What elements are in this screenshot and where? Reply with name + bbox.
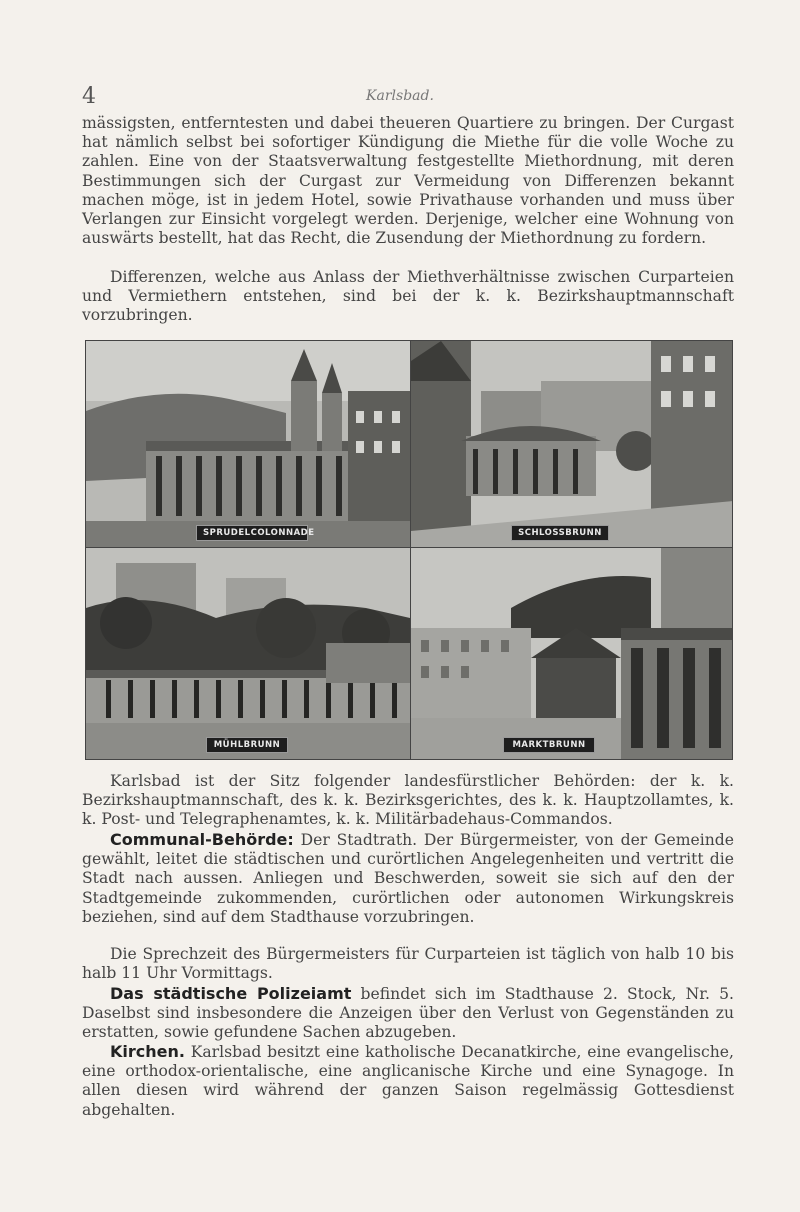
panel-schlossbrunn bbox=[410, 341, 732, 547]
heading-kirchen: Kirchen. bbox=[110, 1042, 185, 1061]
muehlbrunn-engraving bbox=[86, 548, 410, 759]
sprudelcolonnade-engraving bbox=[86, 341, 410, 547]
caption-muehlbrunn: MÜHLBRUNN bbox=[206, 737, 288, 753]
text-polizeiamt: befindet sich im Stadthause 2. Stock, Nr. 5. Daselbst sind insbesondere die Anzeigen über den Verlust von Gegenständen zu erstatten, sowie gefundene Sachen abzugeben. bbox=[82, 985, 735, 1042]
text-communal-behoerde: Der Stadtrath. Der Bürgermeister, von der Gemeinde gewählt, leitet die städtischen und curörtlichen Angelegenheiten und vertritt die Stadt nach aussen. Anliegen und Beschwerden, soweit sie sich auf den der Stadtgemeinde zukommenden, curörtlichen oder autonomen Wirkungskreis beziehen, sind auf dem Stadthause vorzubringen. bbox=[82, 831, 734, 926]
paragraph-communal-behoerde bbox=[82, 830, 734, 927]
paragraph-sprechzeit: Die Sprechzeit des Bürgermeisters für Curparteien ist täglich von halb 10 bis halb 11 Uhr Vormittags. bbox=[82, 945, 734, 983]
text-kirchen: Karlsbad besitzt eine katholische Decanatkirche, eine evangelische, eine orthodox-orientalische, eine anglicanische Kirche und eine Synagoge. In allen diesen wird während der ganzen Saison regelmässig Gottesdienst abgehalten. bbox=[82, 1043, 734, 1119]
paragraph-miethe: mässigsten, entferntesten und dabei theueren Quartiere zu bringen. Der Curgast hat nämlich selbst bei sofortiger Kündigung die Miethe für die volle Woche zu zahlen. Eine von der Staatsverwaltung festgestellte Miethordnung, mit deren Bestimmungen sich der Curgast zur Vermeidung von Differenzen bekannt machen möge, ist in jedem Hotel, sowie Privathause vorhanden und muss über Verlangen zur Einsicht vorgelegt werden. Derjenige, welcher eine Wohnung von auswärts bestellt, hat das Recht, die Zusendung der Miethordnung zu fordern. bbox=[82, 114, 734, 248]
panel-muehlbrunn bbox=[86, 547, 410, 759]
paragraph-kirchen bbox=[82, 1042, 734, 1120]
caption-sprudelcolonnade: SPRUDELCOLONNADE bbox=[196, 525, 308, 541]
paragraph-differenzen: Differenzen, welche aus Anlass der Miethverhältnisse zwischen Curparteien und Vermiethern entstehen, sind bei der k. k. Bezirkshauptmannschaft vorzubringen. bbox=[82, 268, 734, 325]
heading-polizeiamt: Das städtische Polizeiamt bbox=[110, 984, 352, 1003]
illustration-plate bbox=[85, 340, 733, 760]
panel-marktbrunn bbox=[410, 547, 732, 759]
caption-schlossbrunn: SCHLOSSBRUNN bbox=[511, 525, 609, 541]
running-header: Karlsbad. bbox=[366, 88, 434, 104]
heading-communal-behoerde: Communal-Behörde: bbox=[110, 830, 294, 849]
paragraph-polizeiamt bbox=[82, 984, 734, 1043]
caption-marktbrunn: MARKTBRUNN bbox=[503, 737, 595, 753]
page-number: 4 bbox=[82, 84, 96, 109]
schlossbrunn-engraving bbox=[411, 341, 732, 547]
marktbrunn-engraving bbox=[411, 548, 732, 759]
panel-sprudelcolonnade bbox=[86, 341, 410, 547]
paragraph-behoerden: Karlsbad ist der Sitz folgender landesfürstlicher Behörden: der k. k. Bezirkshauptmannschaft, des k. k. Bezirksgerichtes, des k. k. Hauptzollamtes, k. k. Post- und Telegraphenamtes, k. k. Militärbadehaus-Commandos. bbox=[82, 772, 734, 829]
